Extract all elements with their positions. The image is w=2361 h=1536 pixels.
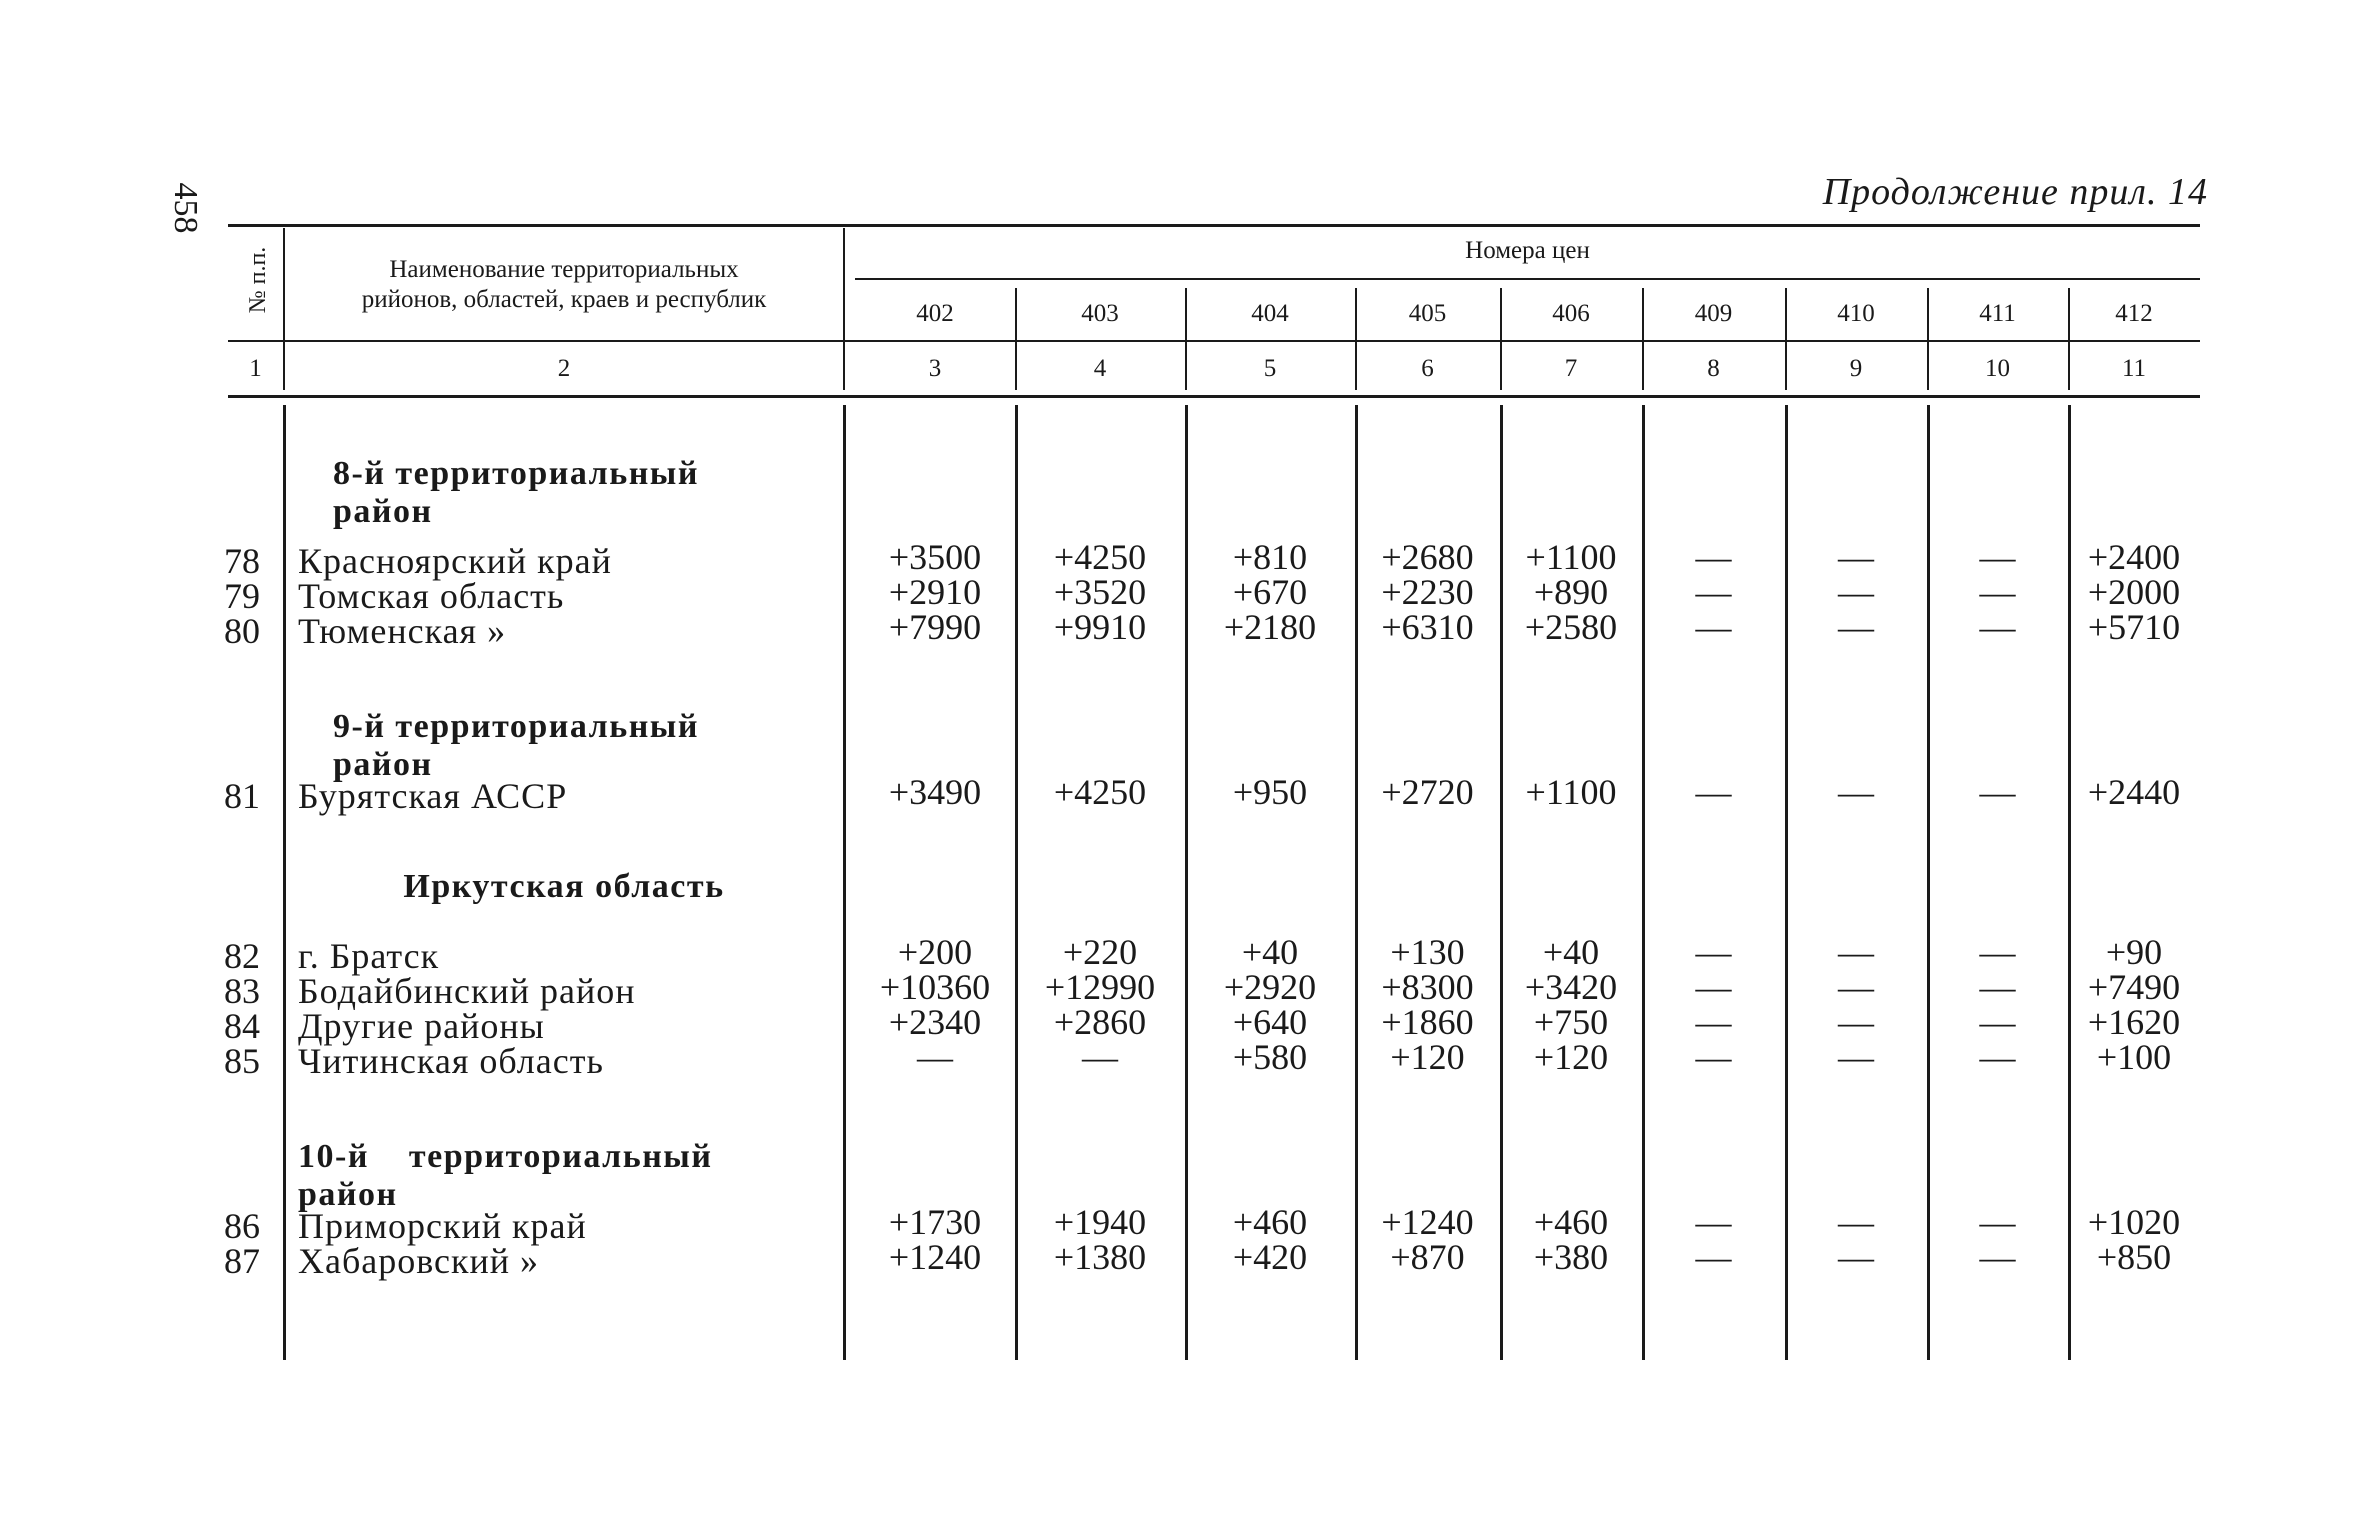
section-title: 10-й территориальный район [298,1138,713,1213]
row-value: — [1979,967,2016,1007]
row-value: +7490 [2087,967,2181,1007]
row-value: +8300 [1381,967,1474,1007]
row-value: +5710 [2087,607,2181,647]
row-name: Хабаровский » [298,1241,540,1281]
row-number: 82 [224,936,260,976]
row-number: 85 [224,1041,260,1081]
row-value: +3500 [888,537,982,577]
row-value: — [1979,607,2016,647]
row-name: Приморский край [298,1206,587,1246]
row-value: — [1979,1002,2016,1042]
row-value: — [1695,1037,1732,1077]
row-value: — [1695,1002,1732,1042]
row-value: — [1082,1037,1118,1077]
row-value: +1240 [888,1237,982,1277]
row-value: +130 [1390,932,1465,972]
column-number: 5 [1263,355,1277,382]
column-number: 9 [1849,355,1863,382]
row-number: 81 [224,776,260,816]
row-number: 80 [224,611,260,651]
row-value: — [1979,1202,2016,1242]
row-value: +950 [1232,772,1308,812]
row-value: +2000 [2087,572,2181,612]
row-value: +1620 [2087,1002,2181,1042]
row-value: +420 [1232,1237,1308,1277]
row-number: 78 [224,541,260,581]
row-value: +3420 [1524,967,1618,1007]
column-number: 8 [1707,355,1720,382]
row-value: — [1838,1002,1874,1042]
row-number: 87 [224,1241,260,1281]
price-code: 410 [1837,300,1875,327]
table-top-rule [228,224,2200,227]
price-code: 411 [1979,300,2016,327]
row-value: +870 [1390,1237,1465,1277]
price-code: 412 [2115,300,2153,327]
row-value: — [1695,967,1732,1007]
row-value: +12990 [1044,967,1156,1007]
row-value: — [1838,1202,1874,1242]
name-header-line1: Наименование территориальных [389,256,739,283]
row-value: — [1838,967,1874,1007]
row-value: — [1979,1237,2016,1277]
column-number: 2 [557,355,571,382]
row-value: +4250 [1053,537,1147,577]
row-value: +2920 [1223,967,1317,1007]
section-title: 9-й территориальный район [333,708,699,783]
row-value: +1100 [1525,537,1617,577]
row-value: — [1838,932,1874,972]
row-value: — [1695,607,1732,647]
row-value: — [1838,607,1874,647]
row-value: — [1979,537,2016,577]
row-value: +90 [2105,932,2163,972]
row-value: +2680 [1381,537,1474,577]
row-value: +460 [1533,1202,1609,1242]
row-name: Читинская область [298,1041,604,1081]
row-value: — [1838,537,1874,577]
table-row [0,607,2361,651]
column-number: 11 [2121,355,2147,382]
row-value: — [1695,932,1732,972]
header-rule [228,340,2200,342]
row-name: Другие районы [298,1006,545,1046]
row-value: +3520 [1053,572,1147,612]
row-name: Красноярский край [298,541,612,581]
row-value: +1020 [2087,1202,2181,1242]
name-header-label [288,255,840,315]
row-value: — [1695,572,1732,612]
page-number: 458 [167,182,204,234]
row-value: +750 [1533,1002,1609,1042]
row-value: — [1695,1202,1732,1242]
row-value: +9910 [1053,607,1147,647]
row-number: 86 [224,1206,260,1246]
column-number: 10 [1985,355,2010,382]
row-value: — [1979,572,2016,612]
colnum-rule [228,395,2200,398]
name-header-line2: рийонов, областей, краев и республик [361,286,767,313]
row-value: +2580 [1524,607,1618,647]
prices-header-label: Номера цен [1465,237,1590,264]
row-value: +2440 [2087,772,2181,812]
continuation-caption: Продолжение прил. 14 [1822,171,2208,213]
row-value: +40 [1542,932,1600,972]
prices-subheader-rule [855,278,2200,280]
column-number: 3 [928,355,942,382]
row-value: +100 [2096,1037,2172,1077]
row-value: +1380 [1053,1237,1147,1277]
row-value: +890 [1533,572,1609,612]
row-value: +2720 [1381,772,1474,812]
row-value: — [917,1037,953,1077]
row-name: Тюменская » [298,611,507,651]
row-value: +1860 [1381,1002,1474,1042]
section-title: 8-й территориальный район [333,455,699,530]
row-value: +670 [1232,572,1308,612]
row-value: — [1979,932,2016,972]
row-value: — [1695,772,1732,812]
np-header-label: № п.п. [245,246,271,314]
header-vrule [843,228,845,390]
row-name: Томская область [298,576,565,616]
row-value: +120 [1533,1037,1609,1077]
row-value: +580 [1232,1037,1308,1077]
row-value: — [1695,1237,1732,1277]
section-title: Иркутская область [403,868,725,905]
table-row [0,1237,2361,1281]
price-code: 404 [1251,300,1289,327]
row-value: +10360 [879,967,991,1007]
row-value: +810 [1232,537,1308,577]
row-value: +1940 [1053,1202,1147,1242]
row-value: — [1838,772,1874,812]
row-value: — [1979,1037,2016,1077]
column-number: 7 [1564,355,1578,382]
row-value: +6310 [1381,607,1474,647]
row-value: — [1695,537,1732,577]
table-row [0,772,2361,816]
row-number: 83 [224,971,260,1011]
row-value: +2340 [888,1002,982,1042]
row-value: +1730 [888,1202,982,1242]
row-value: +2400 [2087,537,2181,577]
row-value: +7990 [888,607,982,647]
row-value: +850 [2096,1237,2172,1277]
row-value: — [1838,572,1874,612]
row-value: +1240 [1381,1202,1474,1242]
row-value: +2910 [888,572,982,612]
row-value: +2230 [1381,572,1474,612]
price-code: 405 [1408,300,1447,327]
column-number: 1 [249,355,262,382]
row-value: +3490 [888,772,982,812]
row-value: +40 [1241,932,1299,972]
row-value: +4250 [1053,772,1147,812]
row-value: — [1838,1237,1874,1277]
price-code: 403 [1081,300,1119,327]
row-value: — [1838,1037,1874,1077]
row-value: — [1979,772,2016,812]
row-value: +460 [1232,1202,1308,1242]
row-number: 84 [224,1006,260,1046]
row-number: 79 [224,576,260,616]
price-code: 402 [916,300,954,327]
row-value: +220 [1062,932,1138,972]
row-value: +1100 [1525,772,1617,812]
row-name: г. Братск [298,936,440,976]
column-number: 4 [1093,355,1107,382]
row-value: +120 [1390,1037,1465,1077]
row-name: Бурятская АССР [298,776,568,816]
row-name: Бодайбинский район [298,971,636,1011]
row-value: +640 [1232,1002,1308,1042]
row-value: +200 [897,932,973,972]
column-number: 6 [1421,355,1434,382]
row-value: +380 [1533,1237,1609,1277]
table-row [0,1037,2361,1081]
row-value: +2860 [1053,1002,1147,1042]
row-value: +2180 [1223,607,1317,647]
price-code: 409 [1694,300,1733,327]
price-code: 406 [1552,300,1590,327]
